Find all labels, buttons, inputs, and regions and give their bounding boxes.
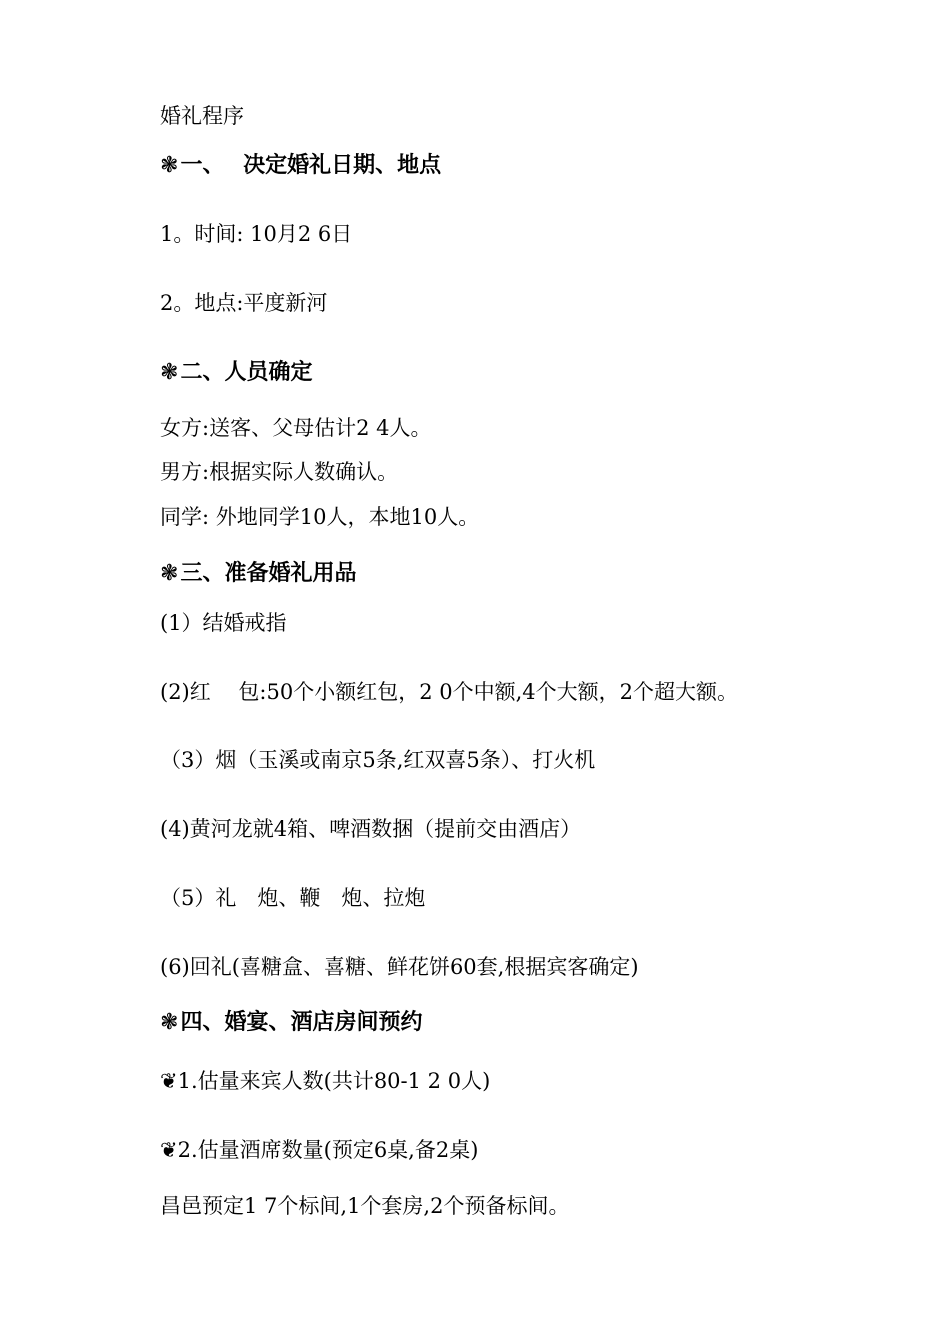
section-4-line-1: ❦1.估量来宾人数(共计80-1 2 0人) xyxy=(160,1069,491,1093)
section-heading-1 xyxy=(160,152,441,180)
section-3-line-2: (2)红 包:50个小额红包，2 0个中额,4个大额，2个超大额。 xyxy=(160,680,739,704)
section-heading-3 xyxy=(160,560,356,588)
section-heading-text: 三、准备婚礼用品 xyxy=(180,561,357,586)
section-3-line-6: (6)回礼(喜糖盒、喜糖、鲜花饼60套,根据宾客确定) xyxy=(160,955,639,979)
flower-bullet-icon: ❃ xyxy=(160,360,179,385)
section-3-line-3: （3）烟（玉溪或南京5条,红双喜5条）、打火机 xyxy=(160,748,596,772)
section-3-line-5: （5）礼 炮、鞭 炮、拉炮 xyxy=(160,886,426,910)
section-3-line-1: (1）结婚戒指 xyxy=(160,611,287,635)
flower-bullet-icon: ❃ xyxy=(160,1010,179,1035)
section-1-line-1: 1。时间: 10月2 6日 xyxy=(160,222,353,246)
section-2-line-3: 同学: 外地同学10人，本地10人。 xyxy=(160,505,480,529)
section-heading-text: 二、人员确定 xyxy=(180,360,313,385)
section-1-line-2: 2。地点:平度新河 xyxy=(160,291,328,315)
section-4-line-2: ❦2.估量酒席数量(预定6桌,备2桌) xyxy=(160,1138,479,1162)
document-title: 婚礼程序 xyxy=(160,104,244,128)
section-heading-2 xyxy=(160,359,312,387)
section-4-line-3: 昌邑预定1 7个标间,1个套房,2个预备标间。 xyxy=(160,1194,570,1218)
flower-bullet-icon: ❃ xyxy=(160,561,179,586)
section-heading-text: 一、 决定婚礼日期、地点 xyxy=(180,153,442,178)
section-heading-text: 四、婚宴、酒店房间预约 xyxy=(180,1010,423,1035)
flower-bullet-icon: ❃ xyxy=(160,153,179,178)
section-2-line-1: 女方:送客、父母估计2 4人。 xyxy=(160,416,432,440)
section-heading-4 xyxy=(160,1009,422,1037)
section-3-line-4: (4)黄河龙就4箱、啤酒数捆（提前交由酒店） xyxy=(160,817,582,841)
section-2-line-2: 男方:根据实际人数确认。 xyxy=(160,460,399,484)
